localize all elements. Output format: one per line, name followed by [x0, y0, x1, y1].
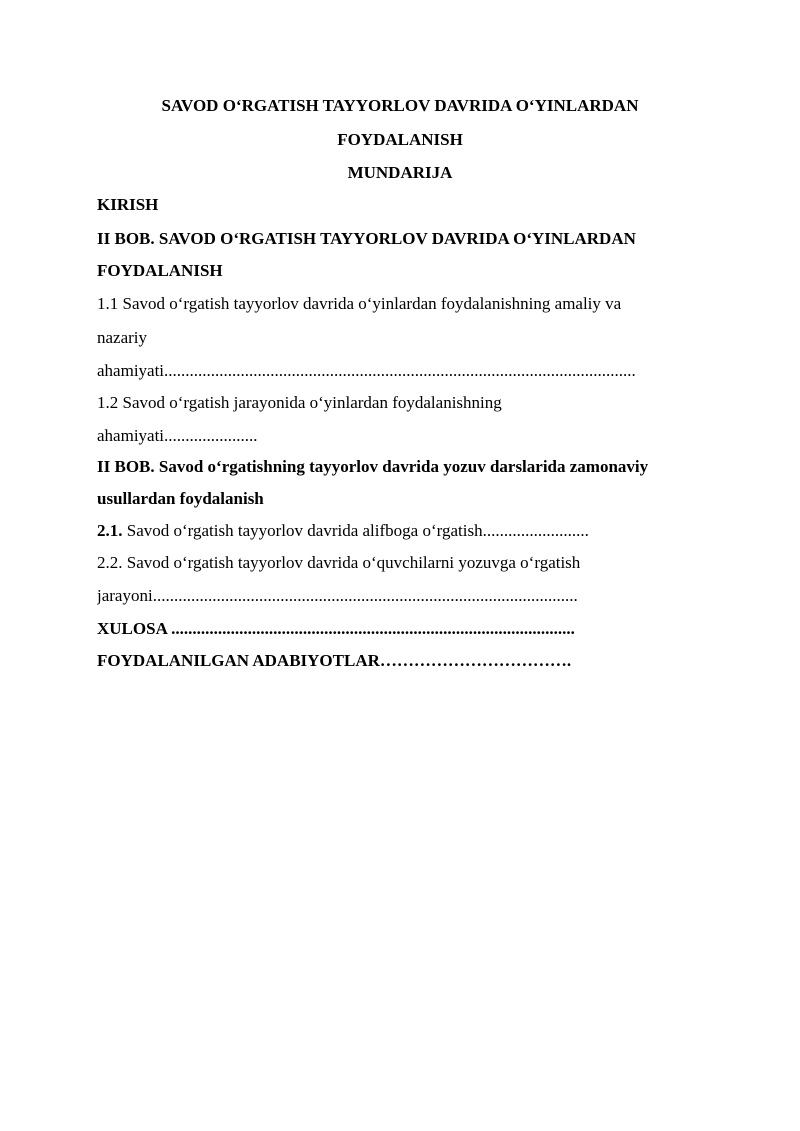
toc-xulosa: XULOSA ...............................................................................................	[97, 619, 575, 638]
toc-chapter-1-line-1: II BOB. SAVOD O‘RGATISH TAYYORLOV DAVRIDA O‘YINLARDAN	[97, 229, 636, 248]
document-title-line-2: FOYDALANISH	[337, 130, 463, 149]
toc-section-1-1-line-2: nazariy	[97, 328, 148, 347]
toc-section-1-1-line-1: 1.1 Savod o‘rgatish tayyorlov davrida o‘yinlardan foydalanishning amaliy va	[97, 294, 622, 313]
toc-chapter-1-line-2: FOYDALANISH	[97, 261, 223, 280]
toc-kirish: KIRISH	[97, 195, 159, 214]
toc-section-2-1-text: Savod o‘rgatish tayyorlov davrida alifboga o‘rgatish.........................	[122, 521, 589, 540]
toc-section-2-2-line-2: jarayoni....................................................................................................	[97, 586, 578, 605]
toc-section-1-2-line-1: 1.2 Savod o‘rgatish jarayonida o‘yinlardan foydalanishning	[97, 393, 502, 412]
toc-section-1-2-line-2: ahamiyati......................	[97, 426, 258, 445]
document-title-line-1: SAVOD O‘RGATISH TAYYORLOV DAVRIDA O‘YINLARDAN	[161, 96, 639, 115]
toc-section-2-1-number: 2.1.	[97, 521, 123, 540]
toc-section-1-1-line-3: ahamiyati...............................................................................................................	[97, 361, 636, 380]
toc-section-2-2-line-1: 2.2. Savod o‘rgatish tayyorlov davrida o‘quvchilarni yozuvga o‘rgatish	[97, 553, 581, 572]
toc-chapter-2-line-2: usullardan foydalanish	[97, 489, 264, 508]
toc-adabiyotlar: FOYDALANILGAN ADABIYOTLAR…………………………….	[97, 651, 572, 670]
contents-heading: MUNDARIJA	[347, 163, 453, 182]
toc-section-2-1	[97, 520, 703, 542]
toc-chapter-2-line-1: II BOB. Savod o‘rgatishning tayyorlov davrida yozuv darslarida zamonaviy	[97, 457, 649, 476]
